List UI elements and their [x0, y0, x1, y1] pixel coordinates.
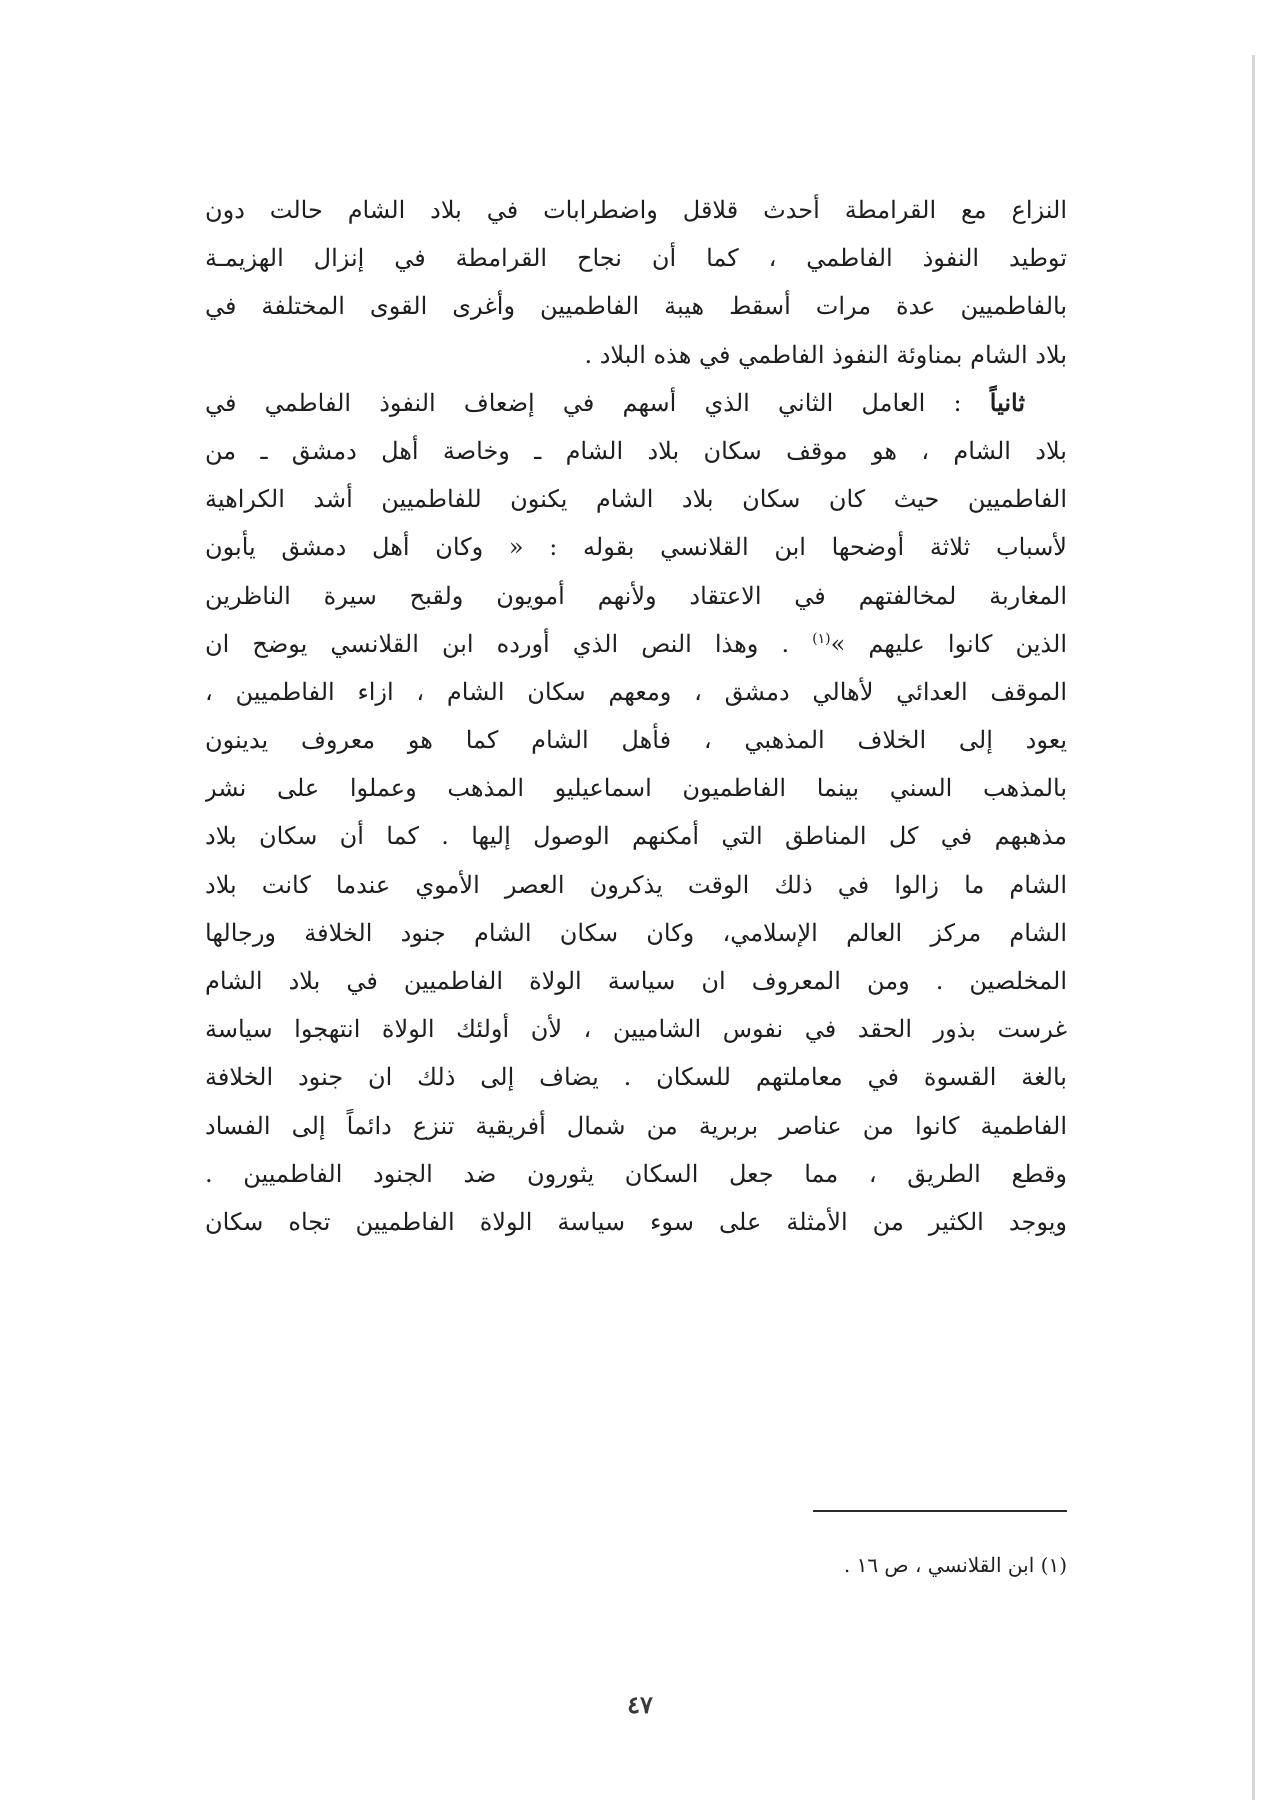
footnote: (١) ابن القلانسي ، ص ١٦ . — [843, 1553, 1067, 1577]
text-line: بالمذهب السني بينما الفاطميون اسماعيليو المذهب وعملوا على نشر — [205, 774, 1067, 803]
footnote-separator — [813, 1510, 1067, 1512]
text-span: : العامل الثاني الذي أسهم في إضعاف النفوذ الفاطمي في — [205, 388, 990, 417]
text-line: بلاد الشام ، هو موقف سكان بلاد الشام ـ وخاصة أهل دمشق ـ من — [205, 436, 1067, 465]
text-line: الفاطميين حيث كان سكان بلاد الشام يكنون للفاطميين أشد الكراهية — [205, 485, 1067, 514]
text-line: الشام ما زالوا في ذلك الوقت يذكرون العصر الأموي عندما كانت بلاد — [205, 870, 1067, 899]
text-span: الذين كانوا عليهم » — [830, 629, 1067, 658]
text-span: . وهذا النص الذي أورده ابن القلانسي يوضح ان — [205, 629, 813, 658]
text-line: الشام مركز العالم الإسلامي، وكان سكان الشام جنود الخلافة ورجالها — [205, 918, 1067, 947]
page-edge-shadow — [1252, 55, 1255, 1800]
text-line: الموقف العدائي لأهالي دمشق ، ومعهم سكان الشام ، ازاء الفاطميين ، — [205, 677, 1067, 706]
page-number: ٤٧ — [627, 1690, 653, 1719]
footnote-reference[interactable]: (١) — [812, 630, 831, 647]
text-line: لأسباب ثلاثة أوضحها ابن القلانسي بقوله : « وكان أهل دمشق يأبون — [205, 533, 1067, 562]
text-line: مذهبهم في كل المناطق التي أمكنهم الوصول إليها . كما أن سكان بلاد — [205, 822, 1067, 851]
text-line: النزاع مع القرامطة أحدث قلاقل واضطرابات في بلاد الشام حالت دون — [205, 196, 1067, 224]
text-line: ويوجد الكثير من الأمثلة على سوء سياسة الولاة الفاطميين تجاه سكان — [205, 1207, 1067, 1236]
text-line: المخلصين . ومن المعروف ان سياسة الولاة الفاطميين في بلاد الشام — [205, 967, 1067, 995]
text-line: بلاد الشام بمناوئة النفوذ الفاطمي في هذه البلاد . — [584, 340, 1067, 369]
text-line: بالفاطميين عدة مرات أسقط هيبة الفاطميين وأغرى القوى المختلفة في — [205, 292, 1067, 321]
text-line: وقطع الطريق ، مما جعل السكان يثورون ضد الجنود الفاطميين . — [205, 1159, 1067, 1188]
text-line: توطيد النفوذ الفاطمي ، كما أن نجاح القرامطة في إنزال الهزيمـة — [205, 244, 1067, 273]
text-line: الفاطمية كانوا من عناصر بربرية من شمال أفريقية تنزع دائماً إلى الفساد — [205, 1111, 1067, 1140]
text-line: يعود إلى الخلاف المذهبي ، فأهل الشام كما هو معروف يدينون — [205, 726, 1067, 755]
text-line: المغاربة لمخالفتهم في الاعتقاد ولأنهم أمويون ولقبح سيرة الناظرين — [205, 581, 1067, 610]
section-lead-word: ثانياً — [989, 387, 1025, 417]
text-line: بالغة القسوة في معاملتهم للسكان . يضاف إلى ذلك ان جنود الخلافة — [205, 1063, 1067, 1092]
quote-end-line — [205, 620, 1067, 668]
text-line: غرست بذور الحقد في نفوس الشاميين ، لأن أولئك الولاة انتهجوا سياسة — [205, 1015, 1067, 1044]
body-text — [205, 186, 1067, 1246]
paragraph-2-first-line — [205, 379, 1067, 427]
